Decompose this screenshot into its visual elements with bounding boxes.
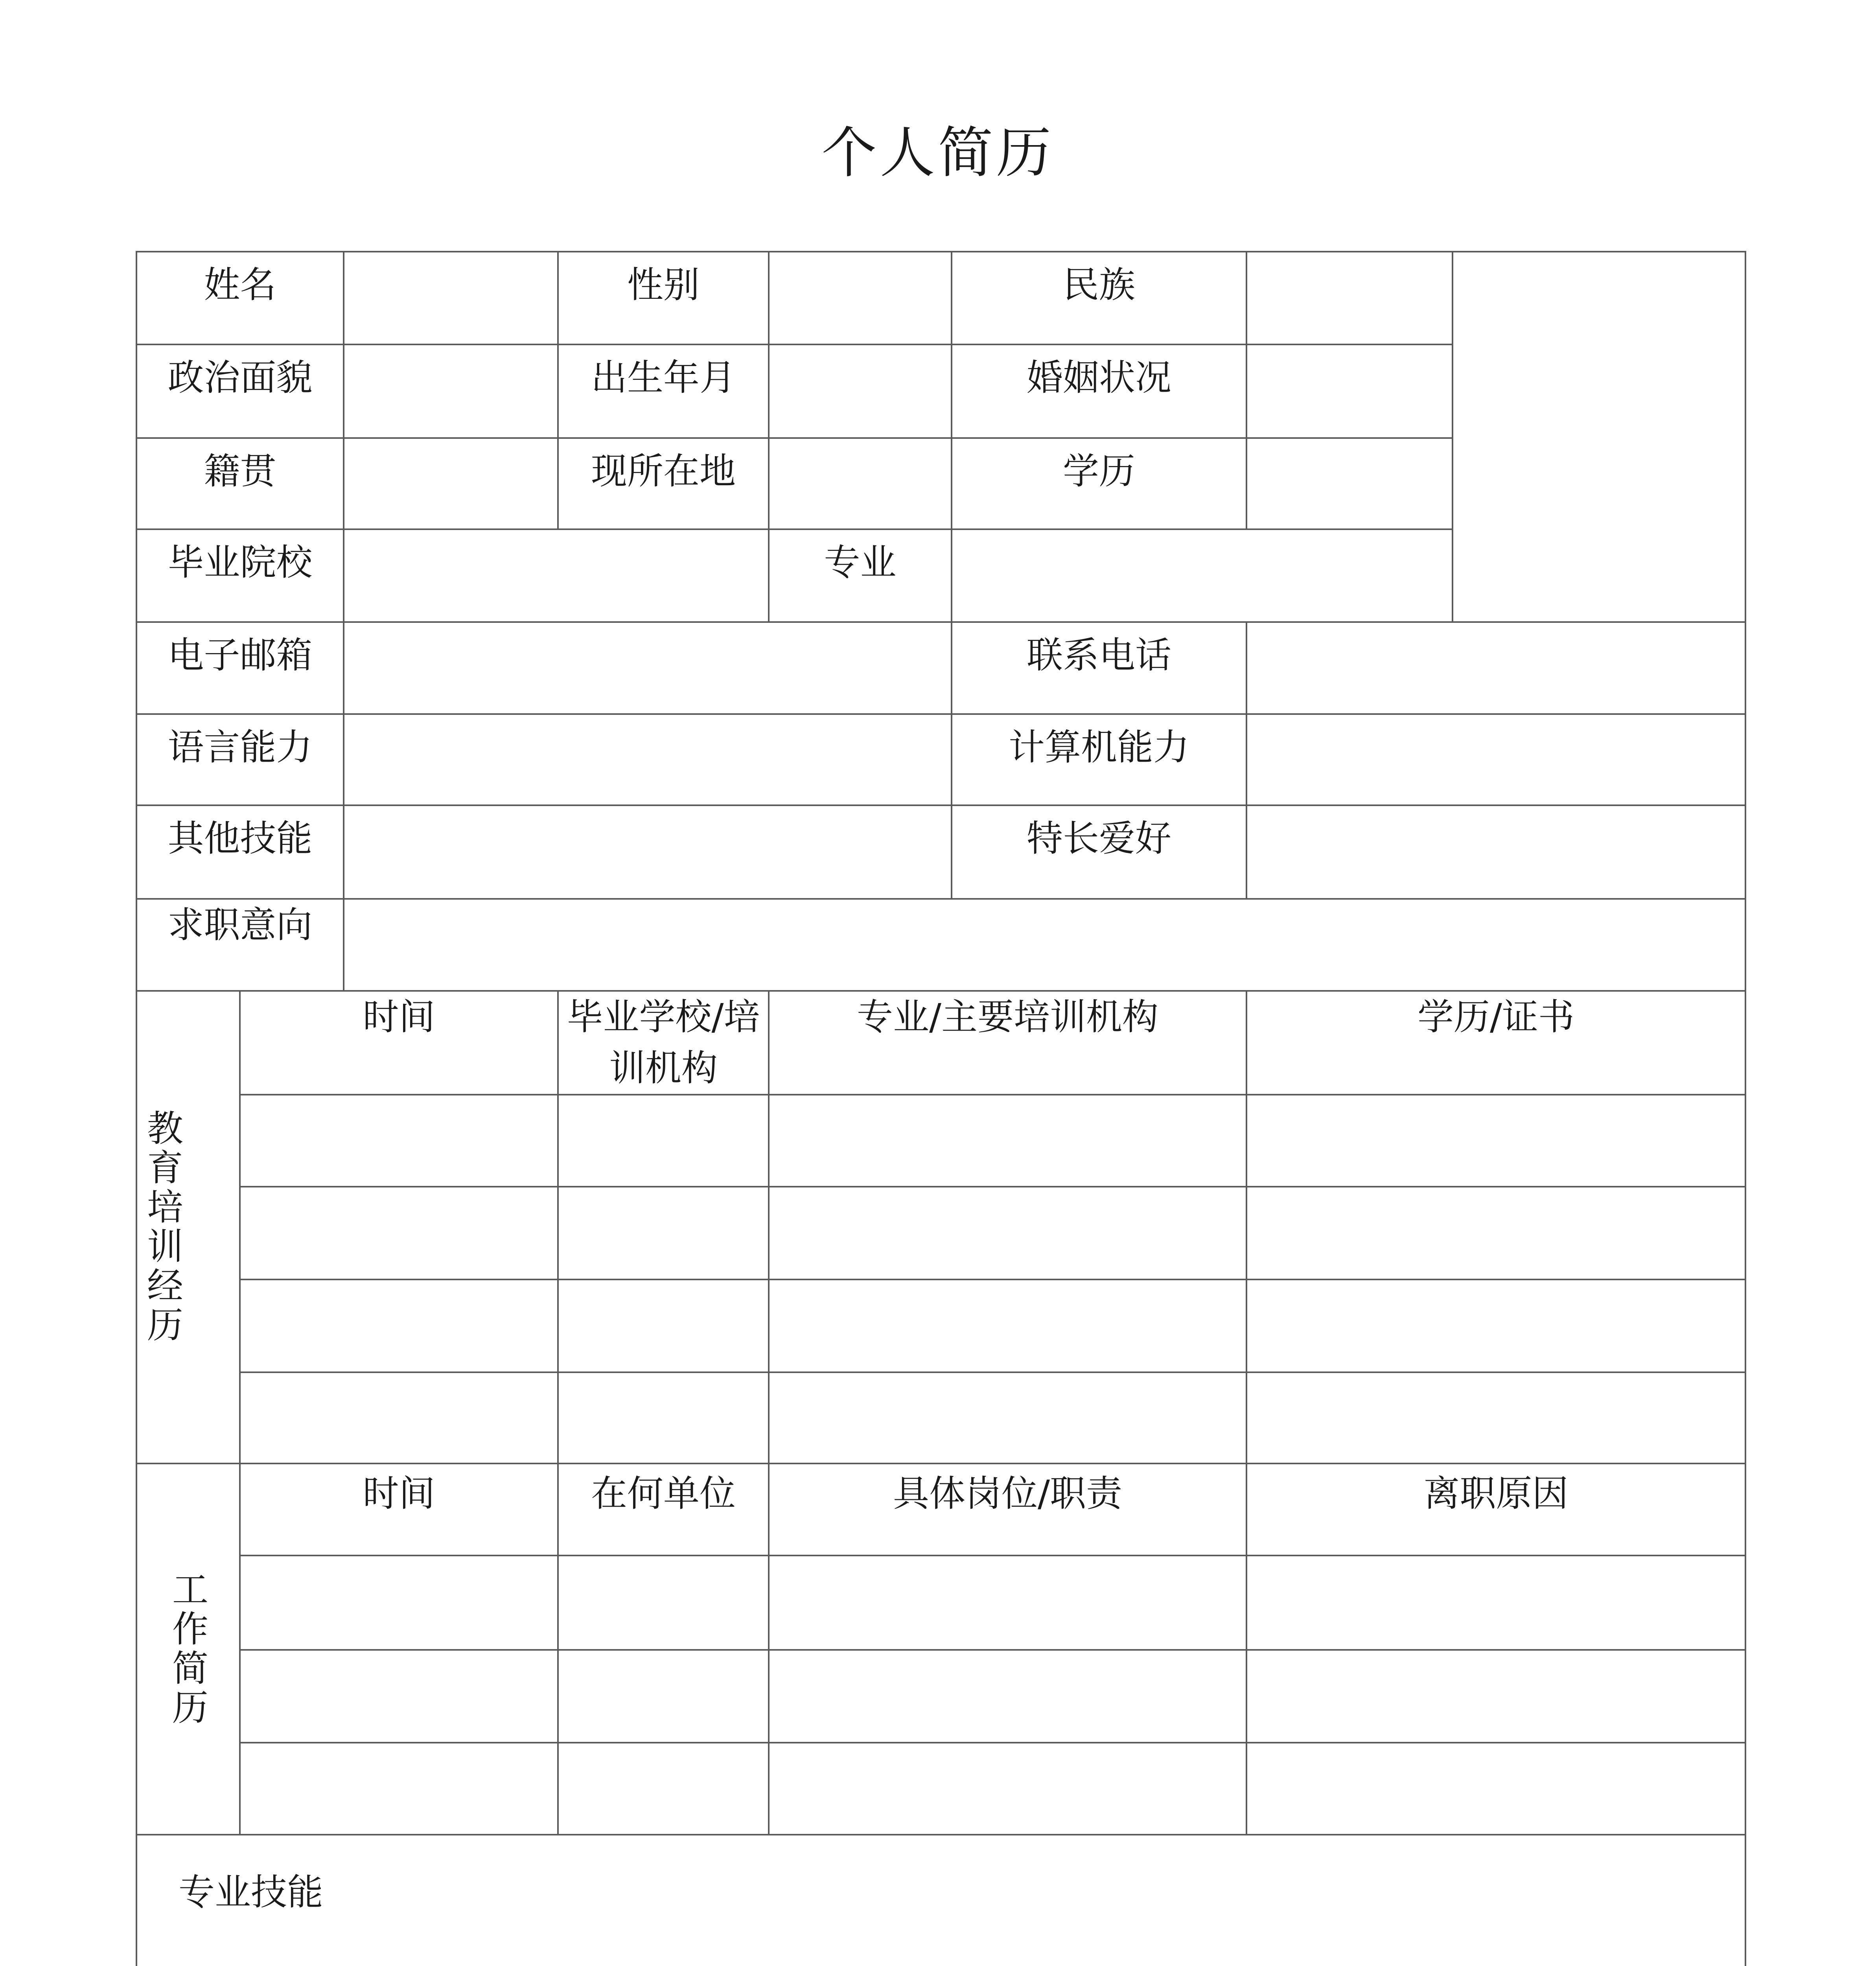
label-native-place: 籍贯 — [136, 438, 344, 529]
work-row — [136, 1650, 1745, 1743]
field-job-intention[interactable] — [344, 899, 1745, 991]
edu-cell-school[interactable] — [558, 1095, 769, 1187]
professional-skills-section[interactable]: 专业技能 — [136, 1835, 1745, 1966]
education-row — [136, 1372, 1745, 1463]
form-row-email — [136, 622, 1745, 714]
work-row — [136, 1743, 1745, 1835]
form-row-other-skills — [136, 805, 1745, 899]
work-cell-position[interactable] — [769, 1555, 1246, 1650]
label-ethnicity: 民族 — [952, 252, 1246, 344]
field-hobbies[interactable] — [1246, 805, 1745, 899]
work-cell-time[interactable] — [240, 1555, 558, 1650]
label-education: 学历 — [952, 438, 1246, 529]
work-cell-time[interactable] — [240, 1743, 558, 1835]
field-name[interactable] — [344, 252, 558, 344]
label-language-ability: 语言能力 — [136, 714, 344, 805]
field-phone[interactable] — [1246, 622, 1745, 714]
field-marital-status[interactable] — [1246, 344, 1453, 438]
education-header-row — [136, 991, 1745, 1095]
edu-header-school: 毕业学校/培训机构 — [558, 991, 769, 1095]
work-cell-position[interactable] — [769, 1650, 1246, 1743]
work-header-employer: 在何单位 — [558, 1463, 769, 1555]
education-row — [136, 1095, 1745, 1187]
work-cell-time[interactable] — [240, 1650, 558, 1743]
edu-header-degree: 学历/证书 — [1246, 991, 1745, 1095]
education-row — [136, 1279, 1745, 1372]
resume-form-table — [136, 251, 1746, 1966]
edu-cell-school[interactable] — [558, 1279, 769, 1372]
field-email[interactable] — [344, 622, 952, 714]
edu-cell-major[interactable] — [769, 1095, 1246, 1187]
label-computer-ability: 计算机能力 — [952, 714, 1246, 805]
edu-cell-school[interactable] — [558, 1372, 769, 1463]
label-gender: 性别 — [558, 252, 769, 344]
field-graduate-school[interactable] — [344, 529, 769, 622]
label-birth-date: 出生年月 — [558, 344, 769, 438]
label-job-intention: 求职意向 — [136, 899, 344, 991]
label-hobbies: 特长爱好 — [952, 805, 1246, 899]
label-phone: 联系电话 — [952, 622, 1246, 714]
label-major: 专业 — [769, 529, 952, 622]
edu-header-major: 专业/主要培训机构 — [769, 991, 1246, 1095]
form-row-name — [136, 252, 1745, 344]
edu-cell-degree[interactable] — [1246, 1095, 1745, 1187]
field-other-skills[interactable] — [344, 805, 952, 899]
label-email: 电子邮箱 — [136, 622, 344, 714]
field-major[interactable] — [952, 529, 1453, 622]
label-marital-status: 婚姻状况 — [952, 344, 1246, 438]
edu-cell-time[interactable] — [240, 1187, 558, 1279]
field-current-location[interactable] — [769, 438, 952, 529]
work-cell-leave-reason[interactable] — [1246, 1743, 1745, 1835]
education-row — [136, 1187, 1745, 1279]
field-ethnicity[interactable] — [1246, 252, 1453, 344]
education-section-label: 教 育 培 训 经 历 — [136, 991, 240, 1463]
work-header-position: 具体岗位/职责 — [769, 1463, 1246, 1555]
field-native-place[interactable] — [344, 438, 558, 529]
work-header-leave-reason: 离职原因 — [1246, 1463, 1745, 1555]
work-section-label: 工 作 简 历 — [136, 1463, 240, 1835]
work-cell-leave-reason[interactable] — [1246, 1650, 1745, 1743]
work-header-time: 时间 — [240, 1463, 558, 1555]
form-row-language — [136, 714, 1745, 805]
work-cell-employer[interactable] — [558, 1555, 769, 1650]
edu-cell-degree[interactable] — [1246, 1372, 1745, 1463]
label-graduate-school: 毕业院校 — [136, 529, 344, 622]
label-other-skills: 其他技能 — [136, 805, 344, 899]
label-current-location: 现所在地 — [558, 438, 769, 529]
field-birth-date[interactable] — [769, 344, 952, 438]
edu-cell-school[interactable] — [558, 1187, 769, 1279]
work-cell-employer[interactable] — [558, 1650, 769, 1743]
photo-box[interactable] — [1453, 252, 1745, 622]
edu-cell-time[interactable] — [240, 1279, 558, 1372]
edu-header-time: 时间 — [240, 991, 558, 1095]
field-political-status[interactable] — [344, 344, 558, 438]
label-name: 姓名 — [136, 252, 344, 344]
edu-cell-major[interactable] — [769, 1372, 1246, 1463]
field-gender[interactable] — [769, 252, 952, 344]
edu-cell-major[interactable] — [769, 1187, 1246, 1279]
edu-cell-degree[interactable] — [1246, 1279, 1745, 1372]
work-cell-employer[interactable] — [558, 1743, 769, 1835]
field-education[interactable] — [1246, 438, 1453, 529]
edu-cell-degree[interactable] — [1246, 1187, 1745, 1279]
work-header-row — [136, 1463, 1745, 1555]
field-computer-ability[interactable] — [1246, 714, 1745, 805]
work-cell-leave-reason[interactable] — [1246, 1555, 1745, 1650]
professional-skills-row — [136, 1835, 1745, 1966]
label-political-status: 政治面貌 — [136, 344, 344, 438]
field-language-ability[interactable] — [344, 714, 952, 805]
work-cell-position[interactable] — [769, 1743, 1246, 1835]
page-title: 个人简历 — [821, 121, 1055, 185]
work-row — [136, 1555, 1745, 1650]
edu-cell-major[interactable] — [769, 1279, 1246, 1372]
edu-cell-time[interactable] — [240, 1095, 558, 1187]
edu-cell-time[interactable] — [240, 1372, 558, 1463]
form-row-job-intention — [136, 899, 1745, 991]
